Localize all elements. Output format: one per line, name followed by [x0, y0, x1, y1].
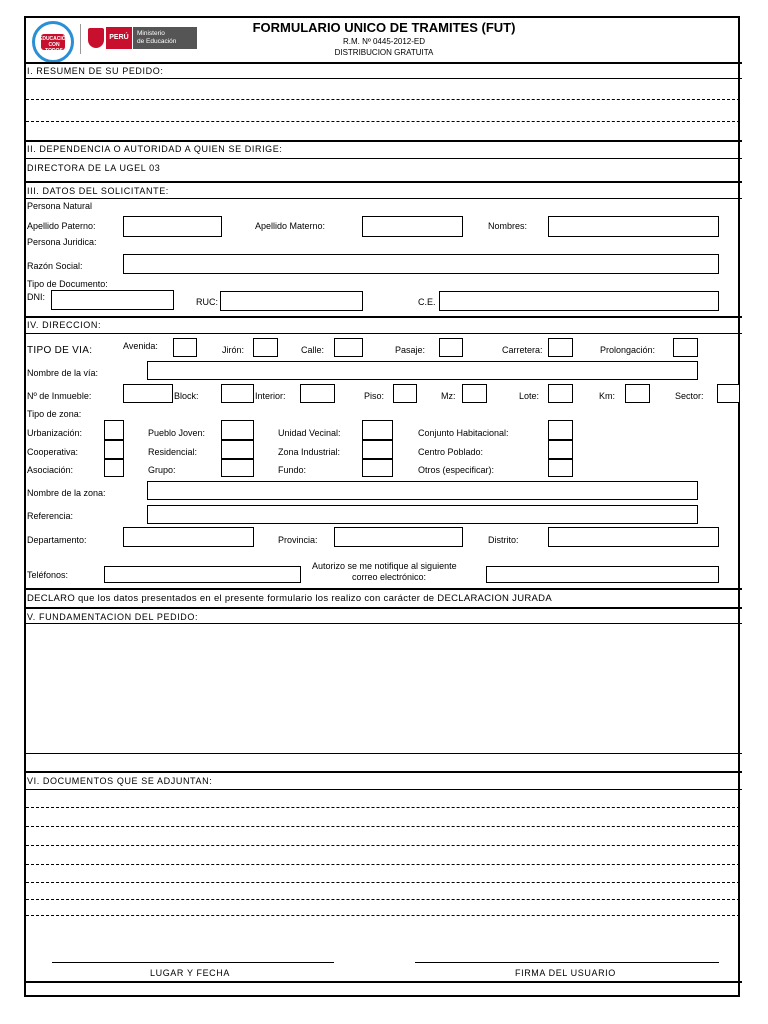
jiron-checkbox[interactable] [253, 338, 278, 357]
block-label: Block: [174, 391, 199, 401]
divider [24, 62, 742, 64]
conjunto-label: Conjunto Habitacional: [418, 428, 509, 438]
cooperativa-checkbox[interactable] [104, 440, 124, 459]
km-label: Km: [599, 391, 616, 401]
ce-field[interactable] [439, 291, 719, 311]
telefonos-field[interactable] [104, 566, 301, 583]
avenida-checkbox[interactable] [173, 338, 197, 357]
departamento-label: Departamento: [27, 535, 87, 545]
firma-label: FIRMA DEL USUARIO [515, 968, 616, 978]
section-direccion: IV. DIRECCION: [27, 320, 102, 330]
resumen-line-1[interactable] [26, 99, 740, 100]
lugar-fecha-label: LUGAR Y FECHA [150, 968, 230, 978]
avenida-label: Avenida: [123, 341, 158, 351]
nombres-field[interactable] [548, 216, 719, 237]
apellido-paterno-field[interactable] [123, 216, 222, 237]
otros-checkbox[interactable] [548, 459, 573, 477]
apellido-materno-label: Apellido Materno: [255, 221, 326, 231]
pasaje-checkbox[interactable] [439, 338, 463, 357]
jiron-label: Jirón: [222, 345, 245, 355]
persona-natural-label: Persona Natural [27, 201, 93, 211]
fundo-checkbox[interactable] [362, 459, 393, 477]
tipo-documento-label: Tipo de Documento: [27, 279, 108, 289]
nombre-zona-label: Nombre de la zona: [27, 488, 106, 498]
prolongacion-label: Prolongación: [600, 345, 656, 355]
calle-label: Calle: [301, 345, 325, 355]
departamento-field[interactable] [123, 527, 254, 547]
carretera-label: Carretera: [502, 345, 543, 355]
sector-label: Sector: [675, 391, 704, 401]
nombres-label: Nombres: [488, 221, 528, 231]
nombre-via-label: Nombre de la vía: [27, 368, 99, 378]
dni-field[interactable] [51, 290, 174, 310]
residencial-label: Residencial: [148, 447, 198, 457]
provincia-field[interactable] [334, 527, 463, 547]
inmueble-field[interactable] [123, 384, 173, 403]
telefonos-label: Teléfonos: [27, 570, 69, 580]
documento-line-5[interactable] [26, 882, 740, 883]
cooperativa-label: Cooperativa: [27, 447, 79, 457]
section-solicitante: III. DATOS DEL SOLICITANTE: [27, 186, 169, 196]
form-distribution: DISTRIBUCION GRATUITA [334, 48, 434, 57]
distrito-label: Distrito: [488, 535, 519, 545]
pueblo-joven-checkbox[interactable] [221, 420, 254, 440]
documento-line-7[interactable] [26, 915, 740, 916]
interior-label: Interior: [255, 391, 286, 401]
apellido-paterno-label: Apellido Paterno: [27, 221, 96, 231]
block-field[interactable] [221, 384, 254, 403]
nombre-zona-field[interactable] [147, 481, 698, 500]
centro-poblado-label: Centro Poblado: [418, 447, 484, 457]
residencial-checkbox[interactable] [221, 440, 254, 459]
carretera-checkbox[interactable] [548, 338, 573, 357]
section-fundamentacion: V. FUNDAMENTACION DEL PEDIDO: [27, 612, 199, 622]
distrito-field[interactable] [548, 527, 719, 547]
provincia-label: Provincia: [278, 535, 318, 545]
form-title: FORMULARIO UNICO DE TRAMITES (FUT) [252, 20, 516, 35]
ce-label: C.E. [418, 297, 436, 307]
piso-label: Piso: [364, 391, 385, 401]
urbanizacion-checkbox[interactable] [104, 420, 124, 440]
documento-line-2[interactable] [26, 826, 740, 827]
sector-field[interactable] [717, 384, 740, 403]
referencia-field[interactable] [147, 505, 698, 524]
fundamentacion-area[interactable] [27, 625, 739, 753]
tipo-via-label: TIPO DE VIA: [27, 345, 93, 356]
peru-logo: PERÚ [106, 27, 132, 49]
inmueble-label: Nº de Inmueble: [27, 391, 92, 401]
section-documentos: VI. DOCUMENTOS QUE SE ADJUNTAN: [27, 776, 213, 786]
ministry-logo: Ministerio de Educación [133, 27, 197, 49]
prolongacion-checkbox[interactable] [673, 338, 698, 357]
lote-field[interactable] [548, 384, 573, 403]
asociacion-checkbox[interactable] [104, 459, 124, 477]
asociacion-label: Asociación: [27, 465, 74, 475]
centro-poblado-checkbox[interactable] [548, 440, 573, 459]
razon-social-field[interactable] [123, 254, 719, 274]
otros-label: Otros (especificar): [418, 465, 495, 475]
apellido-materno-field[interactable] [362, 216, 463, 237]
documento-line-1[interactable] [26, 807, 740, 808]
mz-field[interactable] [462, 384, 487, 403]
urbanizacion-label: Urbanización: [27, 428, 83, 438]
form-rm: R.M. Nº 0445-2012-ED [342, 37, 426, 46]
ruc-field[interactable] [220, 291, 363, 311]
ruc-label: RUC: [196, 297, 218, 307]
unidad-vecinal-label: Unidad Vecinal: [278, 428, 341, 438]
autorizo-label-1: Autorizo se me notifique al siguiente [312, 561, 457, 571]
grupo-checkbox[interactable] [221, 459, 254, 477]
pasaje-label: Pasaje: [395, 345, 426, 355]
grupo-label: Grupo: [148, 465, 176, 475]
tipo-zona-label: Tipo de zona: [27, 409, 82, 419]
firma-line[interactable] [415, 962, 719, 963]
calle-checkbox[interactable] [334, 338, 363, 357]
resumen-line-2[interactable] [26, 121, 740, 122]
piso-field[interactable] [393, 384, 417, 403]
fundo-label: Fundo: [278, 465, 307, 475]
km-field[interactable] [625, 384, 650, 403]
pueblo-joven-label: Pueblo Joven: [148, 428, 206, 438]
lote-label: Lote: [519, 391, 540, 401]
documento-line-3[interactable] [26, 845, 740, 846]
dependencia-value[interactable]: DIRECTORA DE LA UGEL 03 [27, 163, 161, 173]
section-dependencia: II. DEPENDENCIA O AUTORIDAD A QUIEN SE DIRIGE: [27, 144, 283, 154]
declaration-text: DECLARO que los datos presentados en el presente formulario los realizo con carácter de DECLARACION JURADA [27, 593, 552, 604]
documento-line-6[interactable] [26, 899, 740, 900]
persona-juridica-label: Persona Juridica: [27, 237, 97, 247]
lugar-fecha-line[interactable] [52, 962, 334, 963]
unidad-vecinal-checkbox[interactable] [362, 420, 393, 440]
zona-industrial-checkbox[interactable] [362, 440, 393, 459]
dni-label: DNI: [27, 292, 45, 302]
email-field[interactable] [486, 566, 719, 583]
education-logo-text: EDUCACIÓN CON TODOS [39, 36, 70, 54]
referencia-label: Referencia: [27, 511, 74, 521]
conjunto-checkbox[interactable] [548, 420, 573, 440]
autorizo-label-2: correo electrónico: [352, 572, 427, 582]
razon-social-label: Razón Social: [27, 261, 83, 271]
nombre-via-field[interactable] [147, 361, 698, 380]
zona-industrial-label: Zona Industrial: [278, 447, 341, 457]
documento-line-4[interactable] [26, 864, 740, 865]
interior-field[interactable] [300, 384, 335, 403]
section-resumen: I. RESUMEN DE SU PEDIDO: [27, 66, 164, 76]
mz-label: Mz: [441, 391, 456, 401]
